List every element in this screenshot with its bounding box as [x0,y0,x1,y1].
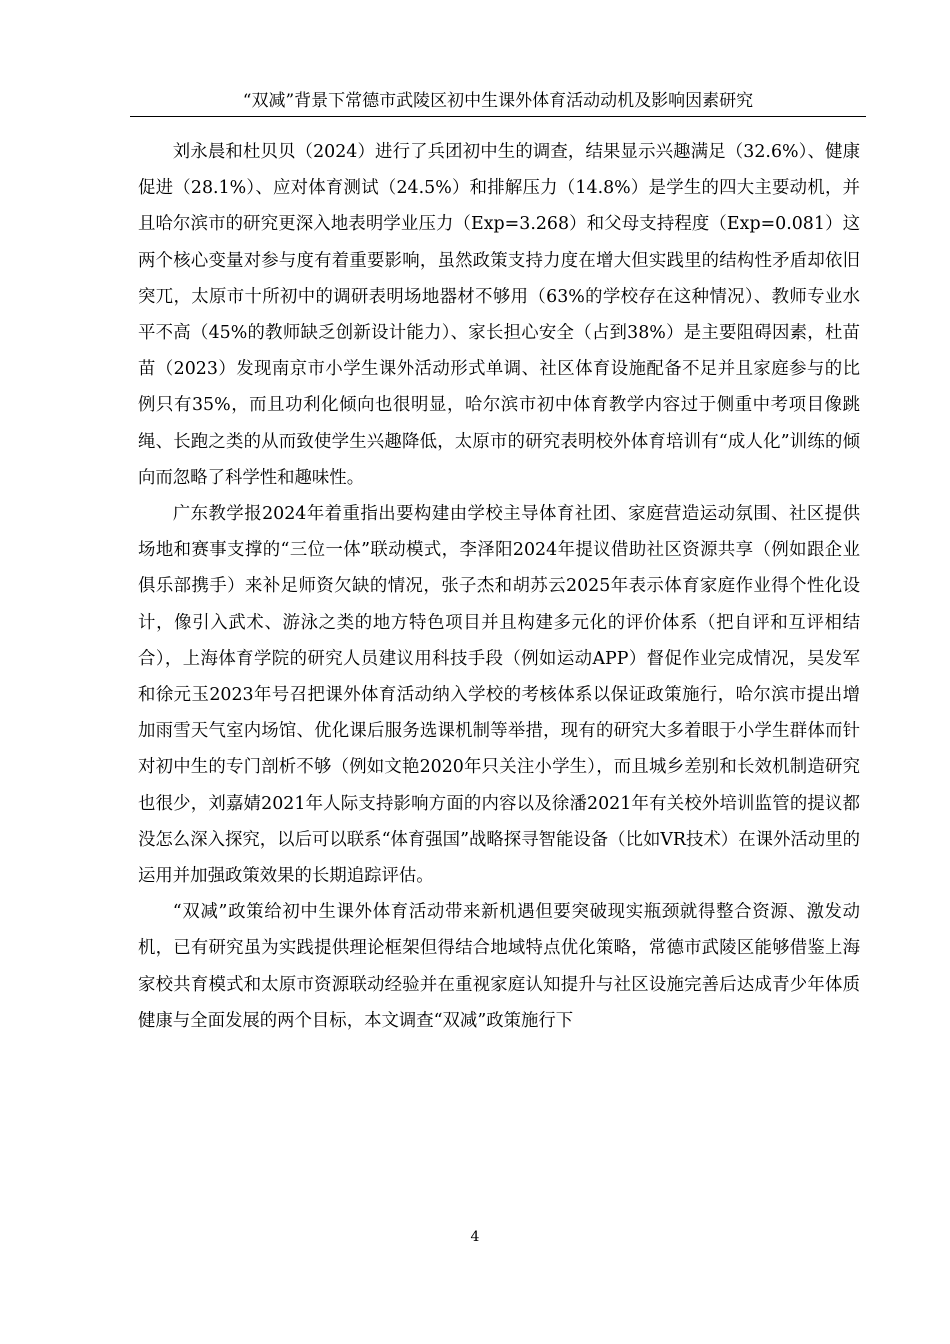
paragraph-motivation-findings: 刘永晨和杜贝贝（2024）进行了兵团初中生的调查，结果显示兴趣满足（32.6%）、健康促进（28.1%）、应对体育测试（24.5%）和排解压力（14.8%）是学生的四大主要动机，并且哈尔滨市的研究更深入地表明学业压力（Exp=3.268）和父母支持程度（Exp=0.081）这两个核心变量对参与度有着重要影响，虽然政策支持力度在增大但实践里的结构性矛盾却依旧突兀，太原市十所初中的调研表明场地器材不够用（63%的学校存在这种情况）、教师专业水平不高（45%的教师缺乏创新设计能力）、家长担心安全（占到38%）是主要阻碍因素，杜苗苗（2023）发现南京市小学生课外活动形式单调、社区体育设施配备不足并且家庭参与的比例只有35%，而且功利化倾向也很明显，哈尔滨市初中体育教学内容过于侧重中考项目像跳绳、长跑之类的从而致使学生兴趣降低，太原市的研究表明校外体育培训有“成人化”训练的倾向而忽略了科学性和趣味性。 [138,142,860,488]
body-text [138,134,860,1039]
paragraph-linkage-model: 广东教学报2024年着重指出要构建由学校主导体育社团、家庭营造运动氛围、社区提供场地和赛事支撑的“三位一体”联动模式，李泽阳2024年提议借助社区资源共享（例如跟企业俱乐部携手）来补足师资欠缺的情况，张子杰和胡苏云2025年表示体育家庭作业得个性化设计，像引入武术、游泳之类的地方特色项目并且构建多元化的评价体系（把自评和互评相结合），上海体育学院的研究人员建议用科技手段（例如运动APP）督促作业完成情况，吴发军和徐元玉2023年号召把课外体育活动纳入学校的考核体系以保证政策施行，哈尔滨市提出增加雨雪天气室内场馆、优化课后服务选课机制等举措，现有的研究大多着眼于小学生群体而针对初中生的专门剖析不够（例如文艳2020年只关注小学生），而且城乡差别和长效机制造研究也很少，刘嘉婧2021年人际支持影响方面的内容以及徐潘2021年有关校外培训监管的提议都没怎么深入探究，以后可以联系“体育强国”战略探寻智能设备（比如VR技术）在课外活动里的运用并加强政策效果的长期追踪评估。 [138,504,860,887]
paragraph-research-summary: “双减”政策给初中生课外体育活动带来新机遇但要突破现实瓶颈就得整合资源、激发动机，已有研究虽为实践提供理论框架但得结合地域特点优化策略，常德市武陵区能够借鉴上海家校共育模式和太原市资源联动经验并在重视家庭认知提升与社区设施完善后达成青少年体质健康与全面发展的两个目标，本文调查“双减”政策施行下 [138,902,860,1031]
running-header [130,86,866,117]
running-header-title: “双减”背景下常德市武陵区初中生课外体育活动动机及影响因素研究 [242,91,754,111]
page-number: 4 [470,1229,480,1245]
